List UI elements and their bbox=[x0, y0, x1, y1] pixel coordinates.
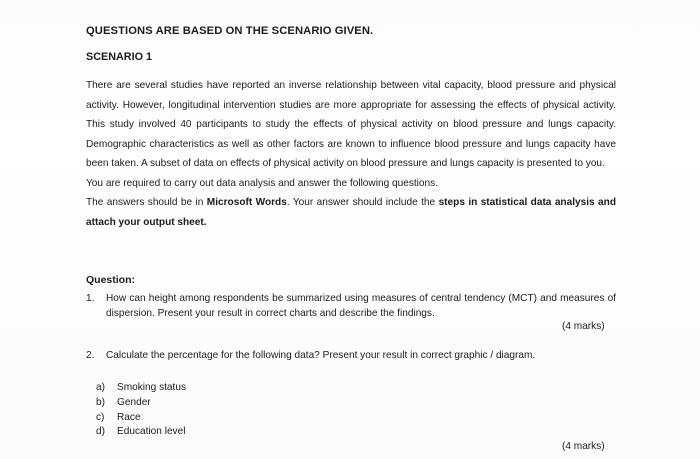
question-2-number: 2. bbox=[86, 350, 95, 361]
question-heading: Question: bbox=[86, 274, 135, 286]
list-item-label: b) bbox=[96, 396, 105, 408]
question-2 bbox=[86, 350, 616, 361]
instruction-line-1: You are required to carry out data analysis and answer the following questions. bbox=[86, 177, 438, 189]
list-item-text: Education level bbox=[117, 426, 186, 438]
list-item bbox=[96, 425, 186, 440]
list-item-label: d) bbox=[96, 426, 105, 438]
instruction-text-a: The answers should be in bbox=[86, 197, 207, 208]
list-item-label: c) bbox=[96, 411, 105, 423]
list-item-text: Race bbox=[117, 411, 141, 423]
list-item bbox=[96, 381, 186, 396]
question-2-marks: (4 marks) bbox=[562, 441, 605, 452]
question-1 bbox=[86, 292, 616, 321]
question-1-text: How can height among respondents be summarized using measures of central tendency (MCT) and measures of dispersion. Present your result in correct charts and describe the findings. bbox=[106, 293, 616, 319]
scenario-body bbox=[86, 76, 616, 232]
instruction-bold-a: Microsoft Words bbox=[206, 197, 287, 208]
scenario-paragraph: There are several studies have reported an inverse relationship between vital capacity, blood pressure and physical activity. However, longitudinal intervention studies are more appropriate for assessing the effects of physical activity. This study involved 40 participants to study the effects of physical activity on blood pressure and lungs capacity. Demographic characteristics as well as other factors are known to influence blood pressure and lungs capacity have been taken. A subset of data on effects of physical activity on blood pressure and lungs capacity is presented to you. bbox=[86, 80, 616, 169]
question-1-marks: (4 marks) bbox=[562, 321, 605, 332]
list-item bbox=[96, 411, 186, 426]
question-2-text: Calculate the percentage for the following data? Present your result in correct graphic / diagram. bbox=[106, 350, 536, 361]
instruction-bold-b: steps in statistical data analysis and attach your output sheet. bbox=[86, 197, 616, 228]
document-heading: QUESTIONS ARE BASED ON THE SCENARIO GIVEN. bbox=[86, 25, 374, 37]
question-1-number: 1. bbox=[86, 293, 95, 304]
list-item-text: Smoking status bbox=[117, 382, 187, 393]
question-2-list bbox=[96, 381, 186, 440]
list-item-label: a) bbox=[96, 382, 105, 393]
scenario-title: SCENARIO 1 bbox=[86, 51, 152, 63]
instruction-line-2 bbox=[86, 193, 616, 232]
list-item-text: Gender bbox=[117, 396, 151, 408]
list-item bbox=[96, 396, 186, 411]
instruction-text-b: . Your answer should include the bbox=[286, 197, 439, 208]
